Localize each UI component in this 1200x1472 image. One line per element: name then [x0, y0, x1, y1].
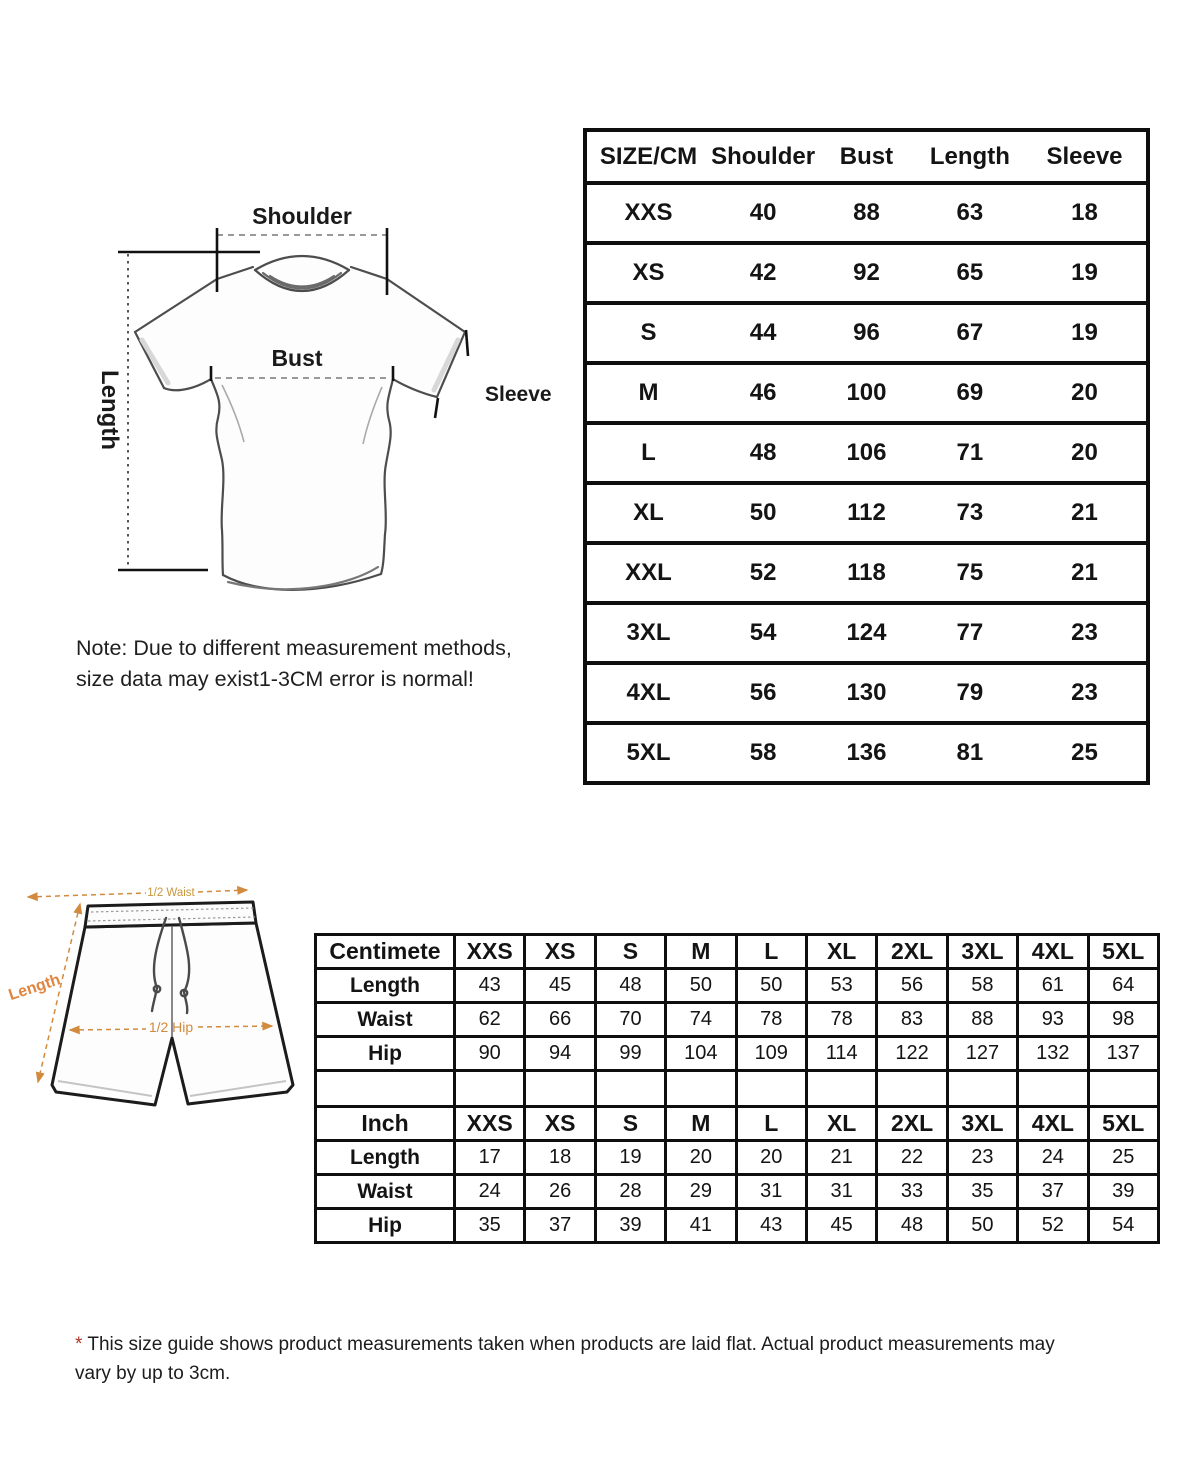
table-row: [585, 183, 1148, 243]
data-cell: 41: [666, 1209, 736, 1243]
bust-label: Bust: [271, 345, 323, 371]
data-cell: 75: [917, 543, 1023, 603]
data-cell: 18: [1023, 183, 1148, 243]
data-cell: 37: [525, 1209, 595, 1243]
data-cell: Hip: [316, 1209, 455, 1243]
table-row: [316, 969, 1159, 1003]
data-cell: 28: [595, 1175, 665, 1209]
footnote-text1: This size guide shows product measurements taken when products are laid flat. Actual product measurements may: [87, 1334, 1055, 1355]
footnote-line1: [75, 1331, 1055, 1360]
data-cell: 37: [1018, 1175, 1088, 1209]
data-cell: 71: [917, 423, 1023, 483]
column-header-cell: L: [736, 1107, 806, 1141]
data-cell: 78: [736, 1003, 806, 1037]
data-cell: 46: [710, 363, 816, 423]
data-cell: 39: [1088, 1175, 1158, 1209]
data-cell: 21: [806, 1141, 876, 1175]
data-cell: 54: [1088, 1209, 1158, 1243]
measurement-note-line2: size data may exist1-3CM error is normal!: [76, 666, 474, 691]
column-header-cell: Inch: [316, 1107, 455, 1141]
data-cell: 24: [1018, 1141, 1088, 1175]
measurement-note-line1: Note: Due to different measurement methods,: [76, 636, 512, 660]
data-cell: 43: [736, 1209, 806, 1243]
column-header-cell: S: [595, 1107, 665, 1141]
data-cell: [736, 1071, 806, 1107]
data-cell: 39: [595, 1209, 665, 1243]
data-cell: 77: [917, 603, 1023, 663]
data-cell: 64: [1088, 969, 1158, 1003]
data-cell: 99: [595, 1037, 665, 1071]
data-cell: 43: [455, 969, 525, 1003]
table-row: [316, 1071, 1159, 1107]
data-cell: 74: [666, 1003, 736, 1037]
table-row: [585, 483, 1148, 543]
data-cell: 109: [736, 1037, 806, 1071]
data-cell: 62: [455, 1003, 525, 1037]
column-header-cell: XS: [525, 1107, 595, 1141]
data-cell: 65: [917, 243, 1023, 303]
data-cell: 33: [877, 1175, 947, 1209]
data-cell: M: [585, 363, 710, 423]
shorts-waistband: [85, 902, 256, 927]
data-cell: 58: [710, 723, 816, 783]
data-cell: 94: [525, 1037, 595, 1071]
data-cell: 3XL: [585, 603, 710, 663]
data-cell: S: [585, 303, 710, 363]
data-cell: [1018, 1071, 1088, 1107]
column-header-cell: Sleeve: [1023, 130, 1148, 183]
data-cell: 67: [917, 303, 1023, 363]
column-header-cell: 2XL: [877, 935, 947, 969]
column-header-cell: 3XL: [947, 935, 1017, 969]
table-row: [316, 1141, 1159, 1175]
data-cell: [666, 1071, 736, 1107]
data-cell: [455, 1071, 525, 1107]
data-cell: 29: [666, 1175, 736, 1209]
column-header-cell: Bust: [816, 130, 917, 183]
data-cell: 23: [947, 1141, 1017, 1175]
table-row: [316, 1037, 1159, 1071]
data-cell: 52: [1018, 1209, 1088, 1243]
table-row: [585, 243, 1148, 303]
data-cell: 18: [525, 1141, 595, 1175]
column-header-cell: SIZE/CM: [585, 130, 710, 183]
half-waist-label: 1/2 Waist: [147, 887, 195, 899]
data-cell: [316, 1071, 455, 1107]
data-cell: 137: [1088, 1037, 1158, 1071]
column-header-cell: L: [736, 935, 806, 969]
data-cell: 78: [806, 1003, 876, 1037]
data-cell: 19: [1023, 303, 1148, 363]
data-cell: 98: [1088, 1003, 1158, 1037]
data-cell: XL: [585, 483, 710, 543]
column-header-cell: XL: [806, 1107, 876, 1141]
data-cell: 50: [666, 969, 736, 1003]
table-row: [585, 423, 1148, 483]
data-cell: 70: [595, 1003, 665, 1037]
tshirt-size-table: [583, 128, 1150, 785]
data-cell: 69: [917, 363, 1023, 423]
data-cell: 90: [455, 1037, 525, 1071]
column-header-cell: XXS: [455, 1107, 525, 1141]
column-header-cell: 4XL: [1018, 935, 1088, 969]
data-cell: 50: [947, 1209, 1017, 1243]
data-cell: Waist: [316, 1175, 455, 1209]
data-cell: 104: [666, 1037, 736, 1071]
size-guide-footnote: [75, 1331, 1055, 1388]
data-cell: Length: [316, 1141, 455, 1175]
data-cell: [877, 1071, 947, 1107]
data-cell: 17: [455, 1141, 525, 1175]
data-cell: 35: [455, 1209, 525, 1243]
data-cell: 112: [816, 483, 917, 543]
table-row: [316, 1209, 1159, 1243]
data-cell: 24: [455, 1175, 525, 1209]
column-header-cell: XXS: [455, 935, 525, 969]
data-cell: [947, 1071, 1017, 1107]
data-cell: 21: [1023, 543, 1148, 603]
shorts-size-table: [314, 933, 1160, 1244]
table-row: [585, 603, 1148, 663]
column-header-cell: XS: [525, 935, 595, 969]
data-cell: 23: [1023, 603, 1148, 663]
data-cell: 66: [525, 1003, 595, 1037]
data-cell: 42: [710, 243, 816, 303]
data-cell: 88: [947, 1003, 1017, 1037]
shorts-diagram: [0, 860, 330, 1140]
data-cell: 25: [1023, 723, 1148, 783]
column-header-cell: Shoulder: [710, 130, 816, 183]
column-header-cell: 4XL: [1018, 1107, 1088, 1141]
data-cell: 136: [816, 723, 917, 783]
data-cell: 20: [1023, 363, 1148, 423]
data-cell: 40: [710, 183, 816, 243]
length-label: Length: [96, 370, 123, 450]
data-cell: 73: [917, 483, 1023, 543]
data-cell: 88: [816, 183, 917, 243]
shoulder-label: Shoulder: [252, 203, 352, 229]
column-header-cell: Length: [917, 130, 1023, 183]
data-cell: 132: [1018, 1037, 1088, 1071]
data-cell: L: [585, 423, 710, 483]
column-header-cell: 5XL: [1088, 935, 1158, 969]
table-row: [585, 363, 1148, 423]
column-header-cell: Centimete: [316, 935, 455, 969]
data-cell: 56: [710, 663, 816, 723]
data-cell: 31: [736, 1175, 806, 1209]
shorts-length-label: Length: [6, 971, 63, 1005]
column-header-cell: M: [666, 1107, 736, 1141]
data-cell: XXS: [585, 183, 710, 243]
sleeve-label: Sleeve: [485, 383, 552, 406]
table-row: [316, 1175, 1159, 1209]
data-cell: 19: [1023, 243, 1148, 303]
column-header-cell: XL: [806, 935, 876, 969]
data-cell: 23: [1023, 663, 1148, 723]
data-cell: 20: [1023, 423, 1148, 483]
data-cell: 53: [806, 969, 876, 1003]
footnote-text2: vary by up to 3cm.: [75, 1362, 231, 1384]
data-cell: 122: [877, 1037, 947, 1071]
column-header-cell: S: [595, 935, 665, 969]
table-row: [585, 663, 1148, 723]
data-cell: 45: [806, 1209, 876, 1243]
table-row: [585, 303, 1148, 363]
data-cell: 92: [816, 243, 917, 303]
measurement-note: [76, 633, 512, 694]
data-cell: 31: [806, 1175, 876, 1209]
data-cell: 56: [877, 969, 947, 1003]
data-cell: 26: [525, 1175, 595, 1209]
data-cell: 4XL: [585, 663, 710, 723]
tshirt-outline: [135, 256, 465, 590]
data-cell: 48: [877, 1209, 947, 1243]
data-cell: 61: [1018, 969, 1088, 1003]
data-cell: 48: [710, 423, 816, 483]
data-cell: 96: [816, 303, 917, 363]
data-cell: 50: [736, 969, 806, 1003]
data-cell: 44: [710, 303, 816, 363]
data-cell: 127: [947, 1037, 1017, 1071]
half-hip-label: 1/2 Hip: [148, 1019, 194, 1035]
data-cell: Waist: [316, 1003, 455, 1037]
data-cell: 35: [947, 1175, 1017, 1209]
data-cell: [525, 1071, 595, 1107]
data-cell: 79: [917, 663, 1023, 723]
table-header-row: [316, 1107, 1159, 1141]
column-header-cell: 3XL: [947, 1107, 1017, 1141]
column-header-cell: M: [666, 935, 736, 969]
data-cell: 50: [710, 483, 816, 543]
data-cell: 5XL: [585, 723, 710, 783]
column-header-cell: 5XL: [1088, 1107, 1158, 1141]
data-cell: 114: [806, 1037, 876, 1071]
data-cell: 118: [816, 543, 917, 603]
data-cell: [1088, 1071, 1158, 1107]
data-cell: 130: [816, 663, 917, 723]
data-cell: [806, 1071, 876, 1107]
data-cell: [595, 1071, 665, 1107]
data-cell: 81: [917, 723, 1023, 783]
data-cell: 19: [595, 1141, 665, 1175]
data-cell: 48: [595, 969, 665, 1003]
data-cell: Hip: [316, 1037, 455, 1071]
table-header-row: [316, 935, 1159, 969]
data-cell: 124: [816, 603, 917, 663]
tshirt-diagram: [60, 180, 580, 610]
data-cell: 93: [1018, 1003, 1088, 1037]
data-cell: 22: [877, 1141, 947, 1175]
column-header-cell: 2XL: [877, 1107, 947, 1141]
data-cell: 45: [525, 969, 595, 1003]
data-cell: Length: [316, 969, 455, 1003]
data-cell: 63: [917, 183, 1023, 243]
table-row: [585, 543, 1148, 603]
data-cell: 25: [1088, 1141, 1158, 1175]
footnote-asterisk: *: [75, 1334, 83, 1355]
table-header-row: [585, 130, 1148, 183]
table-row: [316, 1003, 1159, 1037]
data-cell: 106: [816, 423, 917, 483]
data-cell: XS: [585, 243, 710, 303]
data-cell: 20: [666, 1141, 736, 1175]
data-cell: 58: [947, 969, 1017, 1003]
data-cell: 54: [710, 603, 816, 663]
data-cell: 100: [816, 363, 917, 423]
data-cell: 20: [736, 1141, 806, 1175]
table-row: [585, 723, 1148, 783]
data-cell: XXL: [585, 543, 710, 603]
data-cell: 21: [1023, 483, 1148, 543]
data-cell: 52: [710, 543, 816, 603]
data-cell: 83: [877, 1003, 947, 1037]
